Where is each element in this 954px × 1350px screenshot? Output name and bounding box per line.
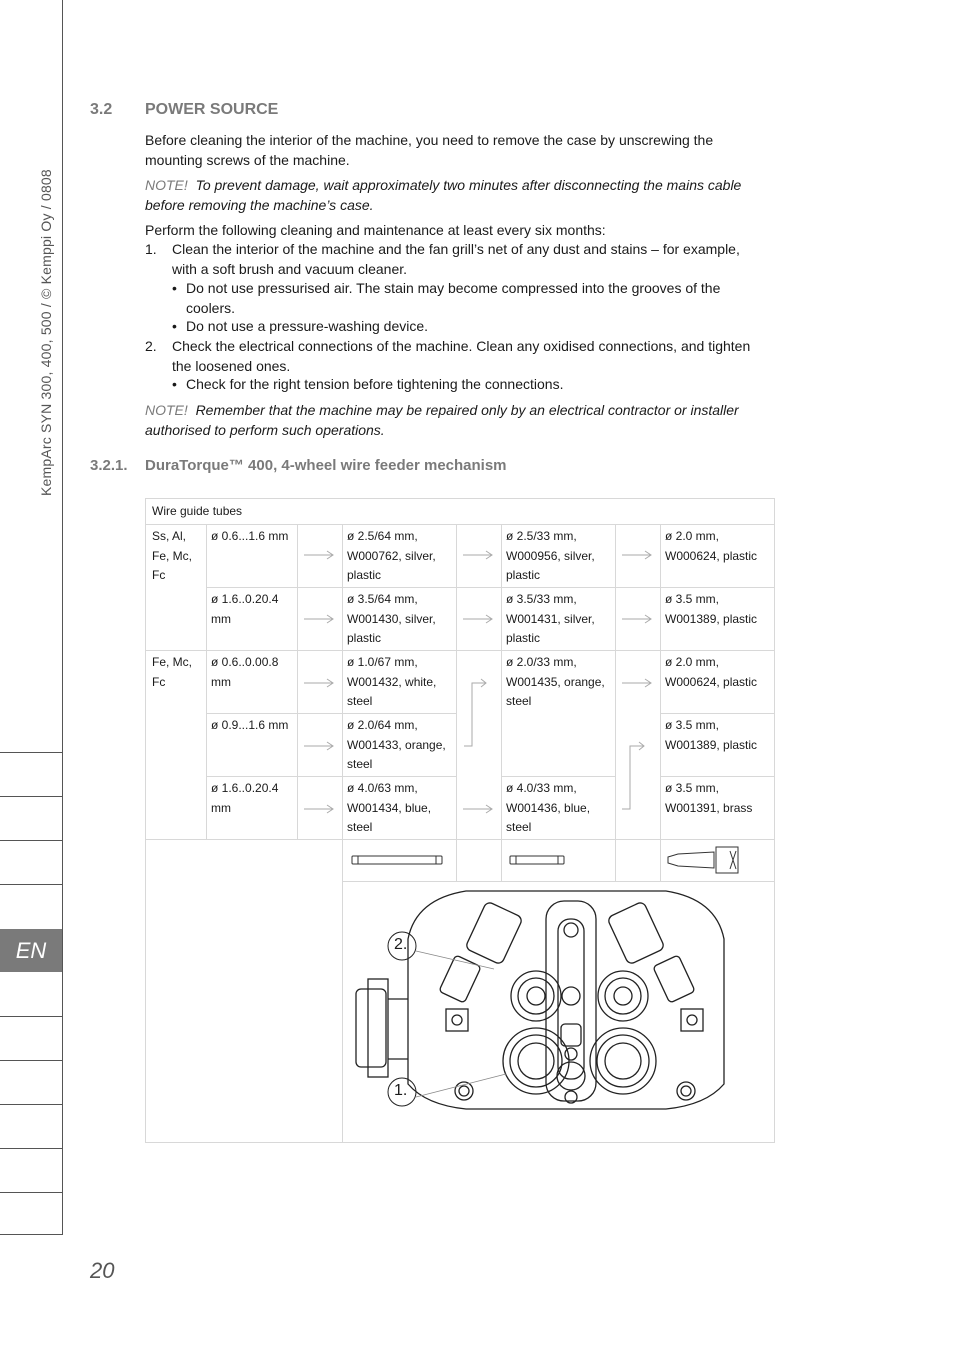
note-text: Remember that the machine may be repaired only by an electrical contractor or installer authorised to perform such operations. <box>145 402 739 438</box>
inlet-cell: ø 3.5/64 mm, W001430, silver, plastic <box>347 592 436 645</box>
bracket-icon <box>464 679 644 809</box>
bullet-glyph: • <box>172 376 177 392</box>
middle-cell: ø 3.5/33 mm, W001431, silver, plastic <box>506 592 595 645</box>
inlet-cell: ø 2.5/64 mm, W000762, silver, plastic <box>347 529 436 582</box>
outlet-cell: ø 3.5 mm, W001391, brass <box>665 781 753 815</box>
note-label: NOTE! <box>145 402 188 418</box>
note-1 <box>145 176 770 215</box>
middle-cell: ø 4.0/33 mm, W001436, blue, steel <box>506 781 591 834</box>
outlet-cell: ø 3.5 mm, W001389, plastic <box>665 718 758 752</box>
note-2 <box>145 401 770 440</box>
callout-label: 1. <box>394 1082 408 1099</box>
bullet-item: Do not use a pressure-washing device. <box>186 318 429 334</box>
table-header: Wire guide tubes <box>152 504 243 518</box>
tab-divider <box>0 1234 62 1235</box>
inlet-cell: ø 1.0/67 mm, W001432, white, steel <box>347 655 437 708</box>
tab-divider <box>0 884 62 885</box>
feeder-mechanism-illustration <box>356 891 724 1109</box>
bullet-item: Check for the right tension before tightening the connections. <box>186 376 564 392</box>
tab-divider <box>0 1148 62 1149</box>
arrow-icon <box>304 551 651 813</box>
tab-divider <box>0 1104 62 1105</box>
inlet-cell: ø 2.0/64 mm, W001433, orange, steel <box>347 718 446 771</box>
outlet-cell: ø 2.0 mm, W000624, plastic <box>665 529 758 563</box>
bullet-item: Do not use pressurised air. The stain may become compressed into the grooves of the coolers. <box>186 280 721 316</box>
section-number: 3.2 <box>90 101 113 118</box>
list-number: 1. <box>145 241 157 257</box>
subsection-title: DuraTorque™ 400, 4-wheel wire feeder mechanism <box>145 457 507 474</box>
outlet-cell: ø 2.0 mm, W000624, plastic <box>665 655 758 689</box>
section-title: POWER SOURCE <box>145 101 279 118</box>
size-cell: ø 0.9...1.6 mm <box>211 718 289 732</box>
running-title: KempArc SYN 300, 400, 500 / © Kemppi Oy / 0808 <box>38 169 54 496</box>
tab-divider <box>0 840 62 841</box>
outlet-cell: ø 3.5 mm, W001389, plastic <box>665 592 758 626</box>
list-item: Check the electrical connections of the machine. Clean any oxidised connections, and tighten the loosened ones. <box>172 338 751 374</box>
tab-divider <box>0 1016 62 1017</box>
middle-cell: ø 2.0/33 mm, W001435, orange, steel <box>506 655 605 708</box>
callout-label: 2. <box>394 936 408 953</box>
page-number: 20 <box>90 1258 115 1283</box>
middle-cell: ø 2.5/33 mm, W000956, silver, plastic <box>506 529 595 582</box>
list-number: 2. <box>145 338 157 354</box>
table-graphics <box>146 499 774 1142</box>
tab-divider <box>0 1192 62 1193</box>
wire-guide-table <box>145 498 775 1143</box>
tab-divider <box>0 796 62 797</box>
group-label: Ss, Al, Fe, Mc, Fc <box>152 529 193 582</box>
tab-divider <box>0 1060 62 1061</box>
list-item: Clean the interior of the machine and the fan grill’s net of any dust and stains – for example, with a soft brush and vacuum cleaner. <box>172 241 740 277</box>
bullet-glyph: • <box>172 318 177 334</box>
group-label: Fe, Mc, Fc <box>152 655 193 689</box>
tube-short-icon <box>510 856 564 864</box>
size-cell: ø 1.6..0.20.4 mm <box>211 781 279 815</box>
note-label: NOTE! <box>145 177 188 193</box>
subsection-number: 3.2.1. <box>90 457 128 474</box>
sidebar-rule <box>62 0 63 1235</box>
intro-paragraph: Before cleaning the interior of the machine, you need to remove the case by unscrewing the mounting screws of the machine. <box>145 132 714 168</box>
bullet-glyph: • <box>172 280 177 296</box>
note-text: To prevent damage, wait approximately two minutes after disconnecting the mains cable before removing the machine’s case. <box>145 177 742 213</box>
language-tab[interactable]: EN <box>0 929 62 972</box>
lead-sentence: Perform the following cleaning and maintenance at least every six months: <box>145 222 606 238</box>
size-cell: ø 1.6..0.20.4 mm <box>211 592 279 626</box>
tube-long-icon <box>352 856 442 864</box>
size-cell: ø 0.6...1.6 mm <box>211 529 289 543</box>
tab-divider <box>0 752 62 753</box>
outlet-guide-icon <box>668 847 738 873</box>
inlet-cell: ø 4.0/63 mm, W001434, blue, steel <box>347 781 432 834</box>
size-cell: ø 0.6..0.00.8 mm <box>211 655 279 689</box>
